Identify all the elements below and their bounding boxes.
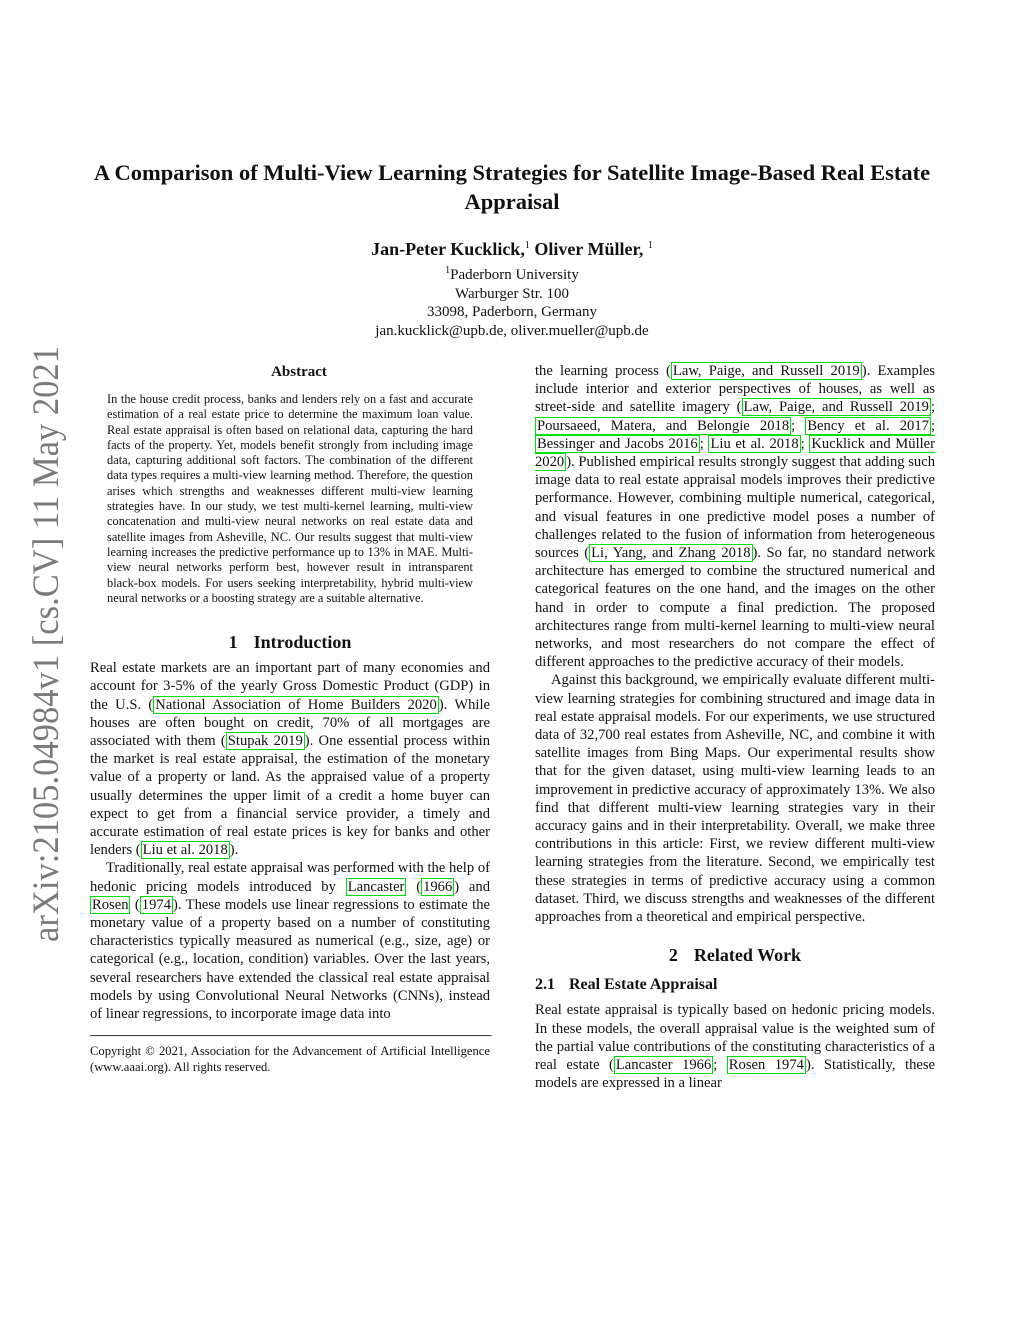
affiliation-street: Warburger Str. 100 xyxy=(455,285,569,302)
affil-mark: 1 xyxy=(524,240,530,251)
text-run: ; xyxy=(699,435,709,452)
citation-link[interactable]: Lancaster xyxy=(347,878,405,895)
citation-link[interactable]: Li, Yang, and Zhang 2018 xyxy=(591,545,751,562)
citation-link[interactable]: Lancaster 1966 xyxy=(615,1056,712,1073)
citation-link[interactable]: Liu et al. 2018 xyxy=(710,435,799,452)
text-run: ). While houses are often bought on credit, 70% of all mortgages are associated with them ( xyxy=(90,696,490,749)
citation-link[interactable]: Law, Paige, and Russell 2019 xyxy=(743,399,929,416)
text-run: the learning process ( xyxy=(535,363,671,379)
author-emails: jan.kucklick@upb.de, oliver.mueller@upb.de xyxy=(375,322,649,339)
subsection-title: Real Estate Appraisal xyxy=(569,976,718,994)
citation-link[interactable]: Poursaeed, Matera, and Belongie 2018 xyxy=(537,417,790,434)
text-run: ). Published empirical results strongly suggest that adding such image data to real estate appraisal models improves their predictive performance. However, combining multiple numerical, categorical, and visual features in one predictive model poses a number of challenges related to the fusion of information from heterogeneous sources ( xyxy=(535,454,935,562)
text-run: ). xyxy=(229,842,239,859)
paper-title: A Comparison of Multi-View Learning Strategies for Satellite Image-Based Real Estate Appraisal xyxy=(93,160,931,214)
citation-link[interactable]: Stupak 2019 xyxy=(227,732,303,749)
affiliation-city: 33098, Paderborn, Germany xyxy=(427,304,597,320)
intro-paragraph-1 xyxy=(90,659,490,859)
text-run: ). One essential process within the market is real estate appraisal, the estimation of the monetary value of a property or land. As the appraised value of a property usually determines the upper limit of a credit a home buyer can expect to get from a financial service provider, a timely and accurate estimation of real estate prices is key for banks and other lenders ( xyxy=(90,732,491,859)
abstract-text: In the house credit process, banks and lenders rely on a fast and accurate estimation of a real estate price to determine the maximum loan value. Real estate appraisal is often based on relational data, capturing the hard facts of the property. Yet, models benefit strongly from including image data, capturing additional soft factors. The combination of the different data types requires a multi-view learning method. Therefore, the question arises which strengths and weaknesses different multi-view learning strategies have. In our study, we test multi-kernel learning, multi-view concatenation and multi-view neural networks on real estate data and satellite images from Asheville, NC. Our results suggest that multi-view learning increases the predictive performance up to 13% in MAE. Multi-view neural networks perform best, however result in intransparent black-box models. For users seeking interpretability, hybrid multi-view neural networks or a boosting strategy are a suitable alternative. xyxy=(107,392,473,605)
text-run: ). Examples include interior and exterior perspectives of houses, as well as street-side and satellite imagery ( xyxy=(535,363,935,416)
citation-link[interactable]: Bency et al. 2017 xyxy=(807,417,929,434)
text-run: ( xyxy=(406,878,422,895)
arxiv-stamp xyxy=(0,0,80,1325)
citation-link[interactable]: Liu et al. 2018 xyxy=(142,842,228,859)
text-run: ; xyxy=(930,399,935,416)
section-heading-introduction xyxy=(90,631,490,653)
arxiv-id: arXiv:2105.04984v1 [cs.CV] 11 May 2021 xyxy=(26,304,67,942)
citation-link[interactable]: Rosen xyxy=(92,896,129,913)
section-number: 1 xyxy=(228,632,238,653)
text-run: ). So far, no standard network architecture has emerged to combine the structured numerical and categorical features on the one hand, and the images on the other hand in order to compute a final prediction. The proposed architectures range from multi-kernel learning to multi-view neural networks, and most researchers do not compare the effect of different approaches to the predictive accuracy of their models. xyxy=(535,545,936,671)
footnote-rule xyxy=(90,1035,492,1037)
text-run: ; xyxy=(713,1056,727,1073)
affiliation-block xyxy=(90,262,934,340)
affil-mark: 1 xyxy=(445,265,451,276)
text-run: ; xyxy=(930,417,936,434)
abstract-heading: Abstract xyxy=(271,364,327,380)
text-run: Traditionally, real estate appraisal was performed with the help of hedonic pricing models introduced by xyxy=(90,860,490,895)
author-list xyxy=(90,234,934,261)
author-1: Jan-Peter Kucklick, xyxy=(371,239,525,259)
related-work-paragraph-1 xyxy=(535,1001,935,1092)
text-run: ) and xyxy=(454,878,490,895)
intro-paragraph-3 xyxy=(535,362,935,671)
intro-paragraph-2 xyxy=(90,859,490,1023)
text-run: ( xyxy=(130,896,140,913)
affiliation-name: Paderborn University xyxy=(450,267,579,283)
text-run: ). These models use linear regressions to estimate the monetary value of a property based on a number of constituting characteristics typically measured as numerical (e.g., size, age) or categorical (e.g., location, condition) variables. Over the last years, several researchers have extended the classical real estate appraisal models by using Convolutional Neural Networks (CNNs), instead of linear regressions, to incorporate image data into xyxy=(90,896,490,1023)
text-run: Real estate appraisal is typically based on hedonic pricing models. In these models, the overall appraisal value is the weighted sum of the partial value contributions of the constituting characteristics of a real estate ( xyxy=(535,1002,935,1073)
affil-mark: 1 xyxy=(647,240,653,251)
left-column xyxy=(90,362,490,1075)
subsection-number: 2.1 xyxy=(535,976,555,994)
text-run: ; xyxy=(791,417,806,434)
citation-link[interactable]: 1974 xyxy=(141,896,171,913)
citation-link[interactable]: National Association of Home Builders 2020 xyxy=(155,696,437,713)
text-run: Real estate markets are an important part of many economies and account for 3-5% of the yearly Gross Domestic Product (GDP) in the U.S. ( xyxy=(90,660,490,713)
text-run: ; xyxy=(800,435,810,452)
citation-link[interactable]: Rosen 1974 xyxy=(728,1056,804,1073)
text-run: ). Statistically, these models are expressed in a linear xyxy=(535,1056,935,1092)
copyright-footnote: Copyright © 2021, Association for the Advancement of Artificial Intelligence (www.aaai.org). All rights reserved. xyxy=(90,1044,490,1075)
section-heading-related-work xyxy=(535,944,935,966)
section-title: Related Work xyxy=(693,945,802,966)
author-2: Oliver Müller, xyxy=(534,239,644,259)
section-number: 2 xyxy=(668,945,678,966)
citation-link[interactable]: Law, Paige, and Russell 2019 xyxy=(672,363,860,379)
right-column xyxy=(535,362,935,1092)
section-title: Introduction xyxy=(253,632,352,653)
intro-paragraph-4: Against this background, we empirically evaluate different multi-view learning strategies for combining structured and image data in real estate appraisal models. For our experiments, we use structured data of 32,700 real estates from Asheville, NC, and combine it with satellite images from Bing Maps. Our experimental results show that for the given dataset, using multi-view learning leads to an improvement in predictive accuracy of approximately 13%. We also find that different multi-view learning strategies vary in their accuracy gains and in their interpretability. Overall, we make three contributions in this article: First, we review different multi-view learning strategies from the literature. Second, we empirically test these strategies in terms of predictive accuracy using a common dataset. Third, we discuss strengths and weaknesses of the different approaches from a theoretical and empirical perspective. xyxy=(535,672,935,926)
citation-link[interactable]: Kucklick and Müller 2020 xyxy=(535,435,936,471)
subsection-heading-real-estate-appraisal xyxy=(535,974,935,995)
citation-link[interactable]: 1966 xyxy=(423,878,453,895)
citation-link[interactable]: Bessinger and Jacobs 2016 xyxy=(537,435,698,452)
